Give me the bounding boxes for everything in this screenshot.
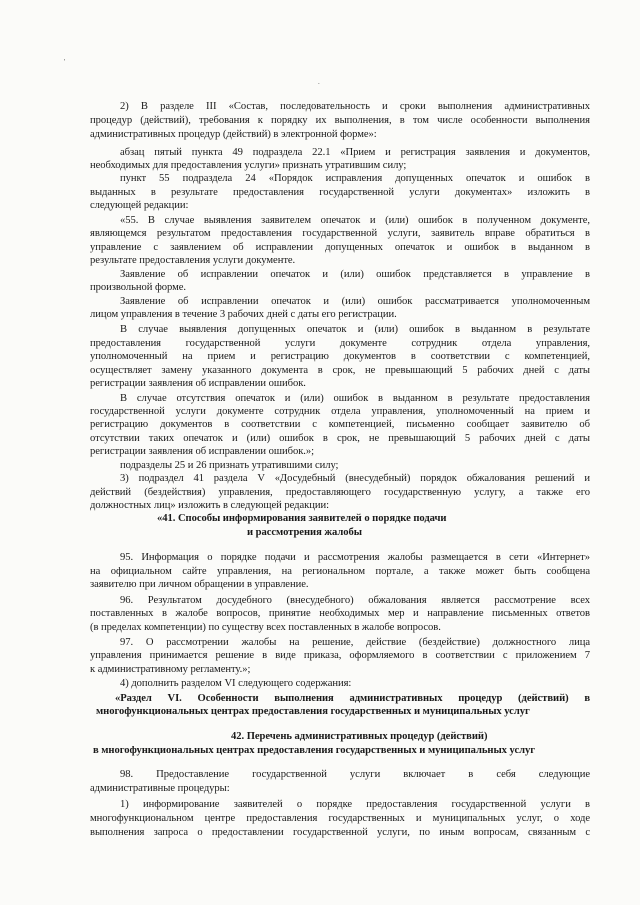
text-line-content: 3) подраздел 41 раздела V «Досудебный (внесудебный) порядок обжалования решений и [120,473,590,484]
text-line-content: Заявление об исправлении опечаток и (или) ошибок представляется в управление в [120,269,590,280]
text-line [0,551,640,564]
text-line-content: должностных лиц» изложить в следующей редакции: [90,500,329,511]
text-line-content: 2) В разделе III «Состав, последовательность и сроки выполнения административных [120,101,590,112]
text-line [0,594,640,607]
text-line [0,268,640,281]
text-line-content: лицом управления в течение 3 рабочих дней с даты его регистрации. [90,309,397,320]
text-line-content: выданных в результате предоставления государственной услуги документах» изложить в [90,187,590,198]
text-line-content: уполномоченный на прием и регистрацию документов в соответствии с компетенцией, [90,351,590,362]
text-line [0,649,640,662]
text-line [0,472,640,485]
text-line [0,459,640,472]
text-line-content: на официальном сайте управления, на региональном портале, а также может быть сообщена [90,566,590,577]
text-line [0,350,640,363]
text-line-content: 97. О рассмотрении жалобы на решение, действие (бездействие) должностного лица [120,637,590,648]
text-line [0,392,640,405]
text-line-content: регистрацию документов в соответствии с компетенцией, письменно сообщает заявителю об [90,419,590,430]
text-line-content: В случае выявления допущенных опечаток и (или) ошибок в выданном в результате [120,324,590,335]
text-line [0,199,640,212]
text-line [0,364,640,377]
text-line-content: и рассмотрения жалобы [247,527,362,538]
text-line-content: регистрации заявления об исправлении ошибок. [90,378,306,389]
text-line [0,377,640,390]
text-line [0,705,640,718]
text-line-content: действий (бездействия) управления, предоставляющего государственную услугу, а также его [90,487,590,498]
text-line [0,499,640,512]
text-line-content: 42. Перечень административных процедур (действий) [231,731,488,742]
text-line [0,565,640,578]
text-line-content: 1) информирование заявителей о порядке предоставления государственной услуги в [120,799,590,810]
text-line [0,254,640,267]
text-line [0,798,640,811]
text-line-content: необходимых для предоставления услуги» признать утратившим силу; [90,160,407,171]
text-line [0,621,640,634]
text-line [0,159,640,172]
text-line [0,677,640,690]
text-line-content: следующей редакции: [90,200,189,211]
text-line-content: осуществляет замену указанного документа в срок, не превышающий 5 рабочих дней с даты [90,365,590,376]
text-line [0,308,640,321]
text-line-content: подразделы 25 и 26 признать утратившими силу; [120,460,339,471]
text-line [0,214,640,227]
text-line-content: управления принимается решение в виде приказа, оформляемого в соответствии с приложением 7 [90,650,590,661]
text-line-content: административных процедур (действий) в электронной форме»: [90,129,377,140]
text-line-content: 4) дополнить разделом VI следующего содержания: [120,678,352,689]
text-line [0,744,640,757]
text-line-content: административные процедуры: [90,783,230,794]
text-line-content: пункт 55 подраздела 24 «Порядок исправления допущенных опечаток и ошибок в [120,173,590,184]
text-line-content: «55. В случае выявления заявителем опечаток и (или) ошибок в полученном документе, [120,215,590,226]
text-line [0,295,640,308]
text-line-content: «Раздел VI. Особенности выполнения административных процедур (действий) в [115,693,590,704]
text-line [0,692,640,705]
text-line [0,323,640,336]
text-line [0,432,640,445]
text-line-content: процедур (действий), требования к порядку их выполнения, в том числе особенности выполнения [90,115,590,126]
text-line [0,526,640,539]
text-line [0,114,640,127]
text-line-content: В случае отсутствия опечаток и (или) ошибок в выданном в результате предоставления [120,393,590,404]
text-line-content: многофункциональных центрах предоставления государственных и муниципальных услуг [96,706,530,717]
text-line [0,812,640,825]
text-line-content: (в пределах компетенции) по существу всех поставленных в жалобе вопросов. [90,622,441,633]
text-line-content: заявителю при личном обращении в управление. [90,579,309,590]
text-line-content: поставленных в жалобе вопросов, принятие необходимых мер и направление письменных ответов [90,608,590,619]
text-line [0,636,640,649]
text-line-content: абзац пятый пункта 49 подраздела 22.1 «Прием и регистрация заявления и документов, [120,147,590,158]
text-line [0,578,640,591]
scan-corner-mark: ' [64,58,66,66]
text-line [0,730,640,743]
text-line [0,186,640,199]
text-line-content: произвольной форме. [90,282,187,293]
text-line [0,337,640,350]
text-line [0,663,640,676]
text-line-content: предоставления государственной услуги документе сотрудник отдела управления, [90,338,590,349]
text-line [0,281,640,294]
text-line-content: государственной услуги документе сотрудник отдела управления, уполномоченный на прием и [90,406,590,417]
text-line-content: результате предоставления услуги документе. [90,255,296,266]
text-line [0,445,640,458]
text-line-content: являющемся результатом предоставления государственной услуги, заявитель вправе обратиться в [90,228,590,239]
text-line-content: управление с заявлением об исправлении допущенных опечаток и ошибок в выданном в [90,242,590,253]
text-line [0,100,640,113]
text-line [0,418,640,431]
text-line [0,241,640,254]
text-line-content: «41. Способы информирования заявителей о порядке подачи [157,513,447,524]
text-line-content: отсутствии таких опечаток и (или) ошибок в срок, не превышающий 5 рабочих дней с даты [90,433,590,444]
text-line-content: 98. Предоставление государственной услуги включает в себя следующие [120,769,590,780]
text-line-content: Заявление об исправлении опечаток и (или) ошибок рассматривается уполномоченным [120,296,590,307]
text-line-content: регистрации заявления об исправлении ошибок.»; [90,446,315,457]
text-line [0,782,640,795]
text-line-content: в многофункциональных центрах предоставления государственных и муниципальных услуг [93,745,536,756]
text-line [0,768,640,781]
text-line [0,128,640,141]
text-line [0,607,640,620]
text-line-content: 96. Результатом досудебного (внесудебного) обжалования является рассмотрение всех [120,595,590,606]
text-line-content: к административному регламенту.»; [90,664,251,675]
text-line-content: многофункциональном центре предоставления государственных и муниципальных услуг, о ходе [90,813,590,824]
text-line [0,146,640,159]
text-line [0,826,640,839]
text-line [0,227,640,240]
text-line [0,512,640,525]
scan-speck: . [318,78,320,86]
text-line [0,486,640,499]
text-line-content: 95. Информация о порядке подачи и рассмотрения жалобы размещается в сети «Интернет» [120,552,590,563]
text-line-content: выполнения запроса о предоставлении государственной услуги, по иным вопросам, связанным с [90,827,590,838]
text-line [0,172,640,185]
text-line [0,405,640,418]
